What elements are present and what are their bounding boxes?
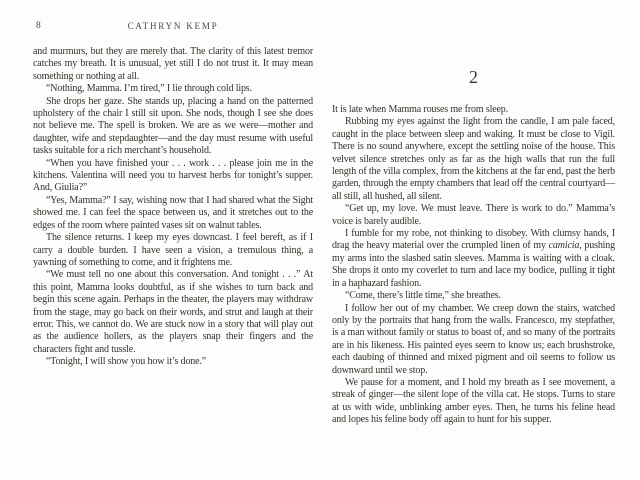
running-header-author: CATHRYN KEMP bbox=[127, 21, 219, 31]
paragraph: She drops her gaze. She stands up, placing a hand on the patterned upholstery of the chair I still sit upon. She nods, though I see she does not believe me. The spell is broken. We are as we were—mother and daughter, wife and stepdaughter—and the day must resume with useful tasks suitable for a rich merchant’s household. bbox=[33, 95, 313, 157]
chapter-number: 2 bbox=[469, 67, 478, 87]
paragraph: “Get up, my love. We must leave. There is work to do.” Mamma’s voice is barely audible. bbox=[332, 203, 615, 227]
left-page bbox=[33, 0, 313, 369]
right-page-body bbox=[332, 104, 615, 427]
paragraph: “Nothing, Mamma. I’m tired,” I lie through cold lips. bbox=[46, 83, 252, 95]
paragraph: Rubbing my eyes against the light from the candle, I am pale faced, caught in the place between sleep and waking. It must be close to Vigil. There is no sound anywhere, except the settling noise of the house. This velvet silence stretches only as far as the high walls that run the full length of the villa complex, from the kitchens at the far end, past the herb garden, through the empty chambers that lead off the central courtyard—all still, all hushed, all silent. bbox=[332, 116, 615, 202]
paragraph: “Yes, Mamma?” I say, wishing now that I had shared what the Sight showed me. I can feel the space between us, and it stretches out to the edges of the room where painted vases sit on walnut tables. bbox=[33, 194, 313, 231]
paragraph: I fumble for my robe, not thinking to disobey. With clumsy hands, I drag the heavy material over the crumpled linen of my camicia, pushing my arms into the slashed satin sleeves. Mamma is waiting with a cloak. She drops it onto my coverlet to turn and lace my bodice, pulling it tight in a haphazard fashion. bbox=[332, 228, 615, 289]
page-number: 8 bbox=[36, 21, 42, 31]
paragraph: “Tonight, I will show you how it’s done.” bbox=[46, 356, 207, 368]
right-page bbox=[332, 0, 615, 427]
paragraph: “We must tell no one about this conversation. And tonight . . .” At this point, Mamma looks doubtful, as if she wishes to turn back and begin this scene again. Perhaps in the theater, the players may withdraw from the stage, may go back on their words, and strut and laugh at their error. This, we cannot do. We are stuck now in a story that will play out as the audience hollers, as the players snap their fingers and the characters fight and tussle. bbox=[33, 269, 313, 355]
paragraph: It is late when Mamma rouses me from sleep. bbox=[332, 104, 509, 115]
paragraph: “When you have finished your . . . work . . . please join me in the kitchens. Valentina will need you to harvest herbs for tonight’s supper. And, Giulia?” bbox=[33, 157, 313, 194]
paragraph: “Come, there’s little time,” she breathes. bbox=[345, 290, 501, 302]
paragraph: The silence returns. I keep my eyes downcast. I feel bereft, as if I carry a double burden. I have seen a vision, a tremulous thing, a yawning of something to come, and it frightens me. bbox=[33, 232, 313, 268]
left-page-body bbox=[33, 46, 313, 369]
running-header bbox=[33, 21, 313, 32]
paragraph: We pause for a moment, and I hold my breath as I see movement, a streak of ginger—the silent lope of the villa cat. He stops. Turns to stare at us with wide, unblinking amber eyes. Then, he turns his feline head and lopes his feline body off again to hunt for his supper. bbox=[332, 376, 615, 426]
paragraph: I follow her out of my chamber. We creep down the stairs, watched only by the portraits that hang from the walls. Francesco, my stepfather, is a man without family or status to boast of, and so many of the portraits are in his likeness. His painted eyes seem to know us; each brushstroke, each daubing of thinned and mixed pigment and oil seems to follow us downward until we stop. bbox=[332, 302, 615, 376]
paragraph: and murmurs, but they are merely that. The clarity of this latest tremor catches my breath. It is unusual, yet still I do not trust it. It may mean something or nothing at all. bbox=[33, 46, 313, 82]
